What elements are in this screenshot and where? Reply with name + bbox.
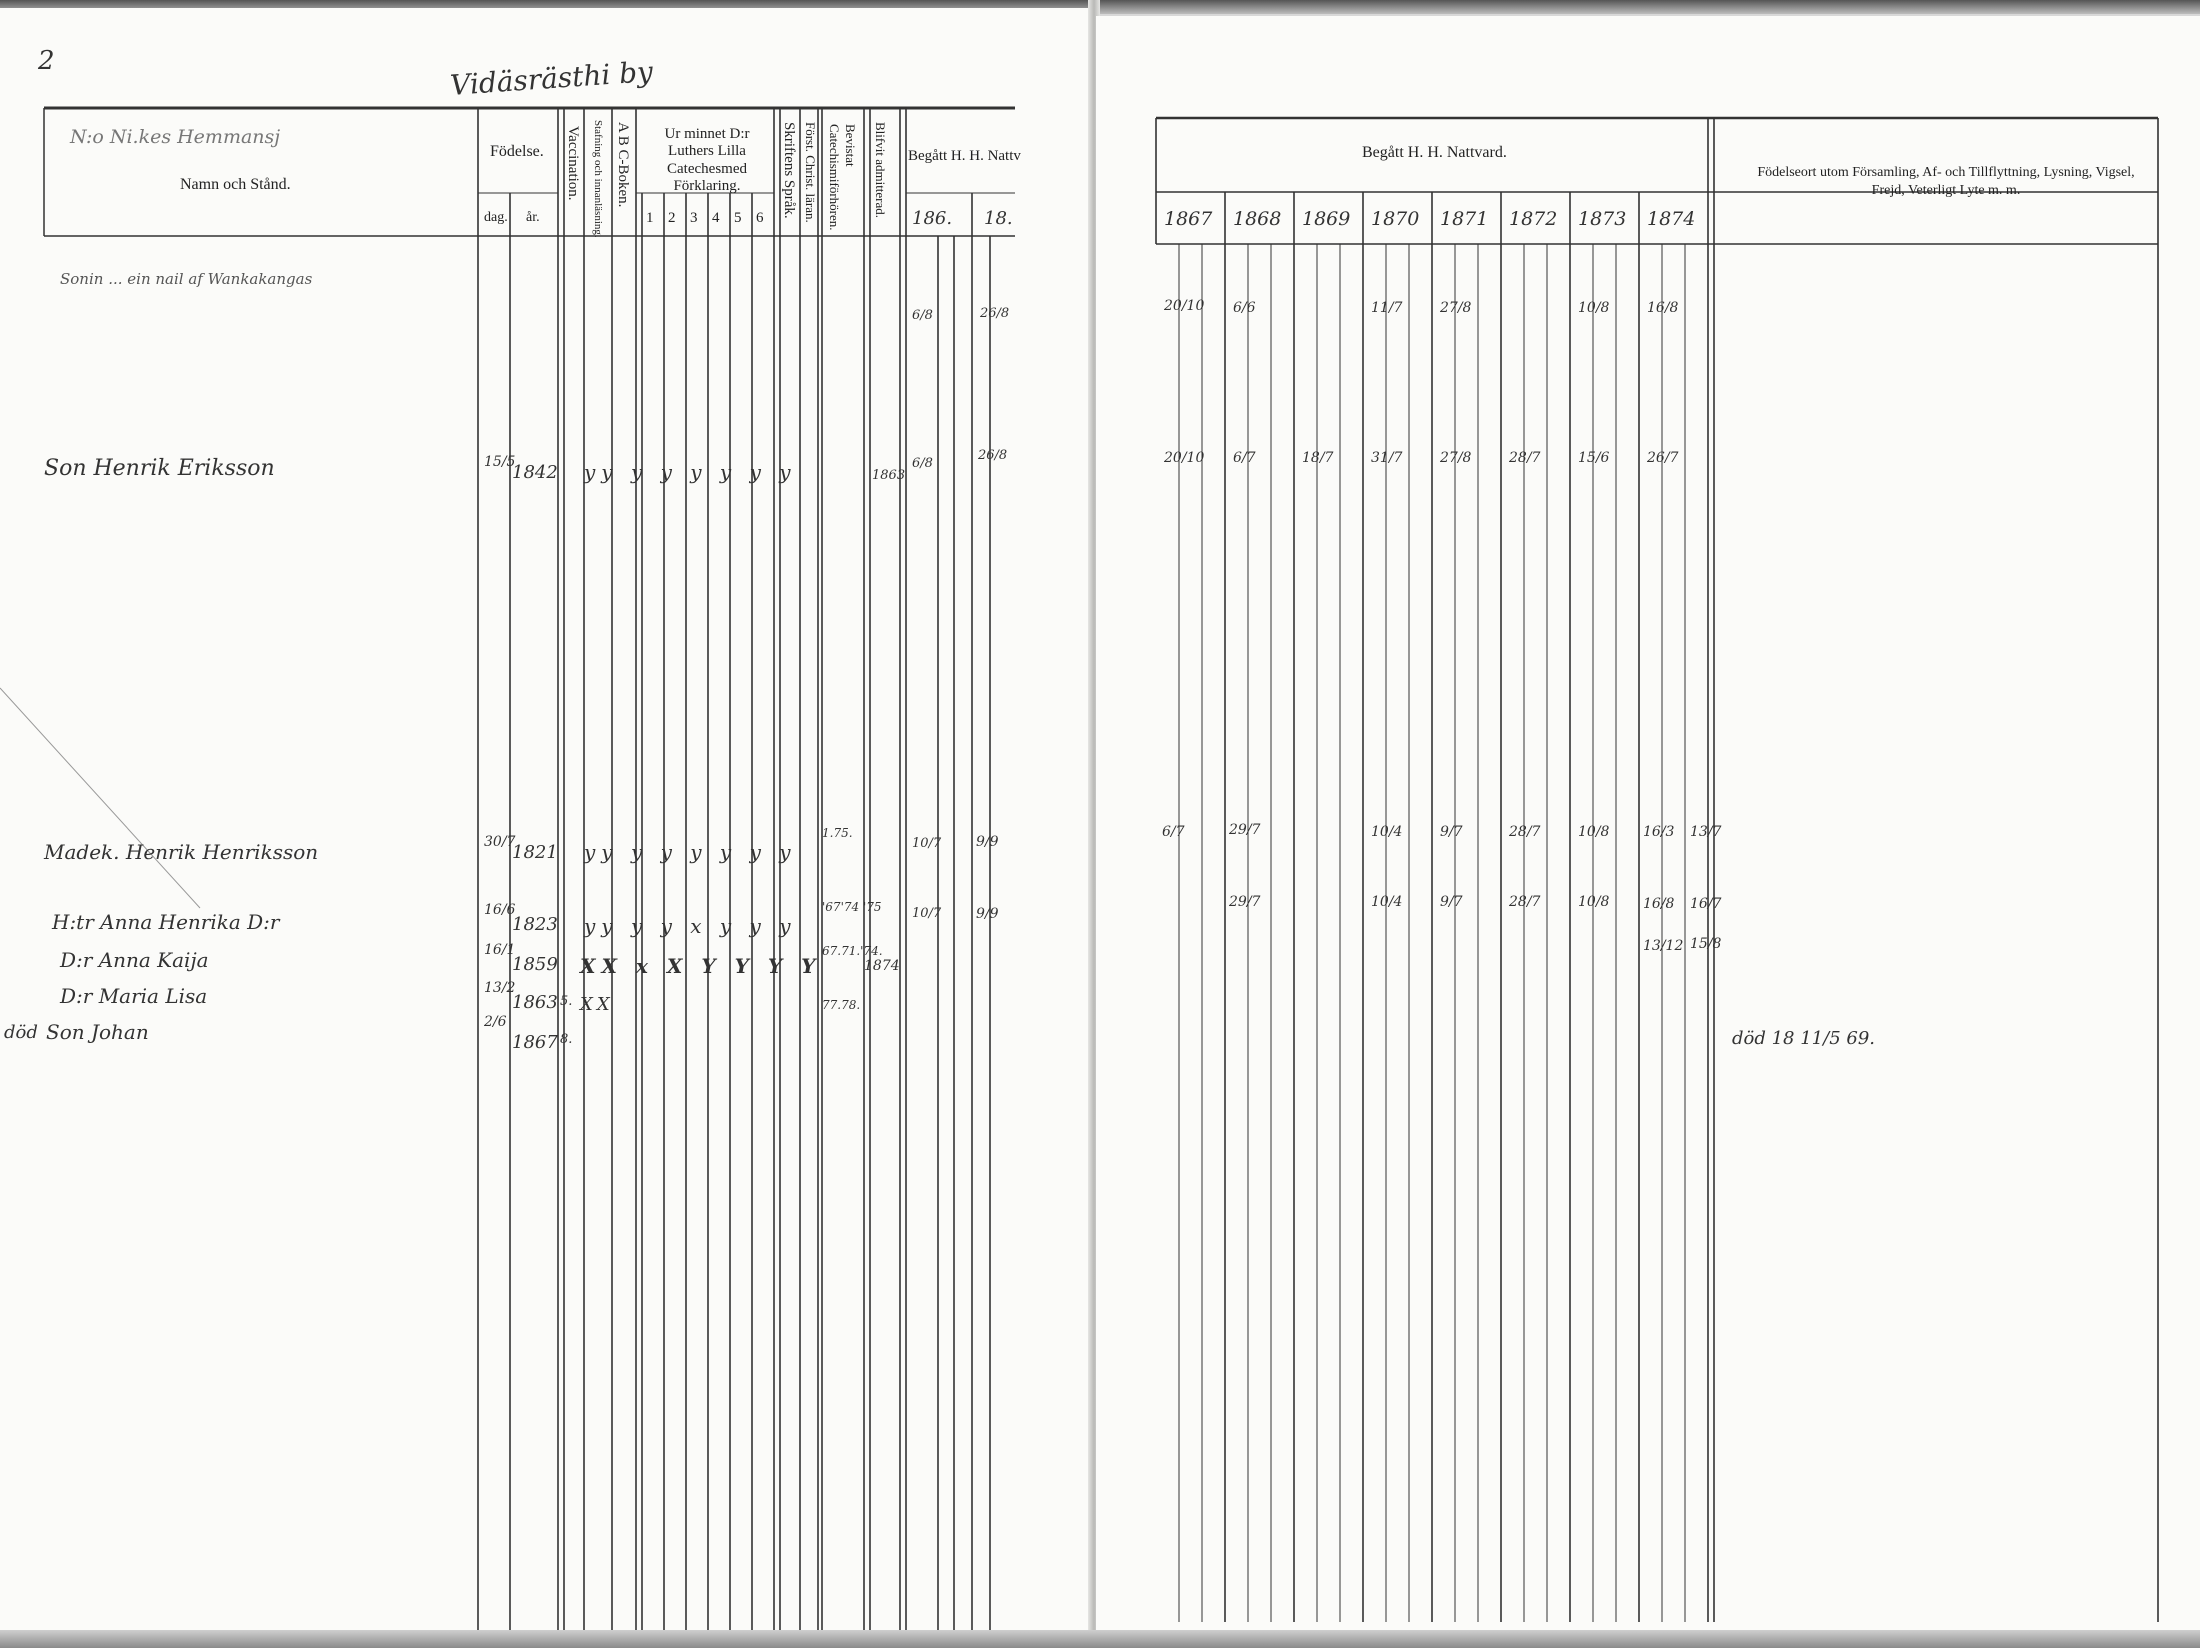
right-page xyxy=(1096,16,2200,1638)
r1-c7: 10/8 xyxy=(1578,300,1610,316)
r5-c9: 15/8 xyxy=(1690,936,1722,952)
birth-day-header: dag. xyxy=(484,210,508,225)
r2-c2: 6/7 xyxy=(1233,450,1256,466)
row-7-margin-note: död xyxy=(4,1022,38,1043)
row-5-catechism-note: 67.71.'74. xyxy=(822,944,883,958)
r2-c5: 27/8 xyxy=(1440,450,1472,466)
row-6-day: 13/2 xyxy=(484,980,516,996)
row-2-comm-2: 26/8 xyxy=(978,448,1008,463)
vaccination-header: Vaccination. xyxy=(565,126,581,201)
r2-c8: 26/7 xyxy=(1647,450,1679,466)
scripture-header: Skriftens Språk. xyxy=(781,122,797,219)
household-heading: N:o Ni.kes Hemmansj xyxy=(70,126,281,148)
row-2-name: Son Henrik Eriksson xyxy=(44,456,275,481)
row-1-comm-1: 6/8 xyxy=(912,308,933,323)
row-5-name: D:r Anna Kaija xyxy=(60,948,209,972)
r3-c2: 29/7 xyxy=(1229,822,1261,838)
village-title: Vidäsrästhi by xyxy=(449,54,654,103)
r1-c1: 20/10 xyxy=(1164,298,1205,314)
row-4-year: 1823 xyxy=(512,914,558,935)
row-4-comm-1: 10/7 xyxy=(912,906,942,921)
year-1874: 1874 xyxy=(1647,208,1696,230)
r1-c8: 16/8 xyxy=(1647,300,1679,316)
row-5-year: 1859 xyxy=(512,954,558,975)
row-6-marks: XX xyxy=(580,994,614,1015)
catechism-col-5: 5 xyxy=(734,210,742,226)
row-4-catechism-note: '67'74 '75 xyxy=(822,900,882,914)
year-1870: 1870 xyxy=(1371,208,1420,230)
birth-header: Födelse. xyxy=(490,143,544,160)
year-1867: 1867 xyxy=(1164,208,1213,230)
row-7-day: 2/6 xyxy=(484,1014,507,1030)
row-4-day: 16/6 xyxy=(484,902,516,918)
birth-year-header: år. xyxy=(526,210,540,225)
r5-c8: 13/12 xyxy=(1643,938,1684,954)
row-5-marks: XX x X Y Y Y Y xyxy=(580,954,822,978)
row-5-day: 16/1 xyxy=(484,942,516,958)
row-2-day: 15/5 xyxy=(484,454,516,470)
r4-c2: 29/7 xyxy=(1229,894,1261,910)
row-5-admitted: 1874 xyxy=(864,958,900,974)
row-4-marks: yy y y x y y y xyxy=(584,914,797,938)
catechism-listening-header: Bevistat Catechismiförhören. xyxy=(827,124,858,231)
row-2-marks: yy y y y y y y xyxy=(584,460,797,484)
christian-doctrine-header: Först. Christ. läran. xyxy=(803,122,818,223)
row-6-name: D:r Maria Lisa xyxy=(60,984,208,1008)
r4-c4: 10/4 xyxy=(1371,894,1403,910)
row-4-comm-2: 9/9 xyxy=(976,906,999,922)
row-6-catechism-note: 77.78. xyxy=(822,998,861,1012)
year-1871: 1871 xyxy=(1440,208,1489,230)
reading-header: Stafning och innanläsning. xyxy=(592,120,604,238)
r1-c2: 6/6 xyxy=(1233,300,1256,316)
row-3-marks: yy y y y y y y xyxy=(584,840,797,864)
name-column-header: Namn och Stånd. xyxy=(180,176,291,193)
r2-c3: 18/7 xyxy=(1302,450,1334,466)
communion-header: Begått H. H. Nattvard. xyxy=(1362,144,1507,161)
r3-c7: 10/8 xyxy=(1578,824,1610,840)
row-6-vaccination: 5. xyxy=(560,994,573,1009)
catechism-col-4: 4 xyxy=(712,210,720,226)
r2-c1: 20/10 xyxy=(1164,450,1205,466)
row-3-day: 30/7 xyxy=(484,834,516,850)
r3-c4: 10/4 xyxy=(1371,824,1403,840)
row-2-comm-1: 6/8 xyxy=(912,456,933,471)
r4-c9: 16/7 xyxy=(1690,896,1722,912)
row-6-year: 1863 xyxy=(512,992,558,1013)
row-4-name: H:tr Anna Henrika D:r xyxy=(52,910,280,934)
catechism-col-3: 3 xyxy=(690,210,698,226)
catechism-group-header: Ur minnet D:r Luthers Lilla Catechesmed Förklaring. xyxy=(664,126,750,194)
catechism-col-6: 6 xyxy=(756,210,764,226)
catechism-col-2: 2 xyxy=(668,210,676,226)
r2-c7: 15/6 xyxy=(1578,450,1610,466)
r3-c8: 16/3 xyxy=(1643,824,1675,840)
r3-c9: 13/7 xyxy=(1690,824,1722,840)
row-3-catechism-note: 1.75. xyxy=(822,826,853,840)
r1-c5: 27/8 xyxy=(1440,300,1472,316)
left-table-rules xyxy=(0,8,1092,1638)
year-1873: 1873 xyxy=(1578,208,1627,230)
r4-c5: 9/7 xyxy=(1440,894,1463,910)
r1-c4: 11/7 xyxy=(1371,300,1403,316)
page-bottom-edge xyxy=(0,1630,2200,1648)
row-1-comm-2: 26/8 xyxy=(980,306,1010,321)
admitted-header: Blifvit admitterad. xyxy=(873,122,888,219)
r3-c1: 6/7 xyxy=(1162,824,1185,840)
r4-c6: 28/7 xyxy=(1509,894,1541,910)
r2-c4: 31/7 xyxy=(1371,450,1403,466)
row-2-admitted: 1863 xyxy=(872,468,906,483)
catechism-col-1: 1 xyxy=(646,210,654,226)
r3-c6: 28/7 xyxy=(1509,824,1541,840)
r3-c5: 9/7 xyxy=(1440,824,1463,840)
abc-book-header: A B C-Boken. xyxy=(615,122,631,208)
communion-year-left-2: 18. xyxy=(984,208,1013,229)
row-3-name: Madek. Henrik Henriksson xyxy=(44,840,319,864)
row-2-year: 1842 xyxy=(512,462,558,483)
r2-c6: 28/7 xyxy=(1509,450,1541,466)
r4-c8: 16/8 xyxy=(1643,896,1675,912)
row-7-year: 1867 xyxy=(512,1032,558,1053)
row-3-comm-2: 9/9 xyxy=(976,834,999,850)
communion-year-left-1: 186. xyxy=(912,208,953,229)
row-3-year: 1821 xyxy=(512,842,558,863)
year-1868: 1868 xyxy=(1233,208,1282,230)
left-page xyxy=(0,8,1092,1638)
row-7-vaccination: 8. xyxy=(560,1032,573,1047)
row-3-comm-1: 10/7 xyxy=(912,836,942,851)
year-1869: 1869 xyxy=(1302,208,1351,230)
death-note: död 18 11/5 69. xyxy=(1732,1028,1875,1049)
row-1-name: Sonin ... ein nail af Wankakangas xyxy=(60,270,313,288)
row-7-name: Son Johan xyxy=(46,1020,149,1044)
communion-header-left: Begått H. H. Nattv xyxy=(908,148,1021,164)
page-number: 2 xyxy=(38,46,55,76)
r4-c7: 10/8 xyxy=(1578,894,1610,910)
remarks-header: Födelseort utom Församling, Af- och Tillflyttning, Lysning, Vigsel, Frejd, Veterligt Lyte m. m. xyxy=(1757,165,2135,199)
year-1872: 1872 xyxy=(1509,208,1558,230)
